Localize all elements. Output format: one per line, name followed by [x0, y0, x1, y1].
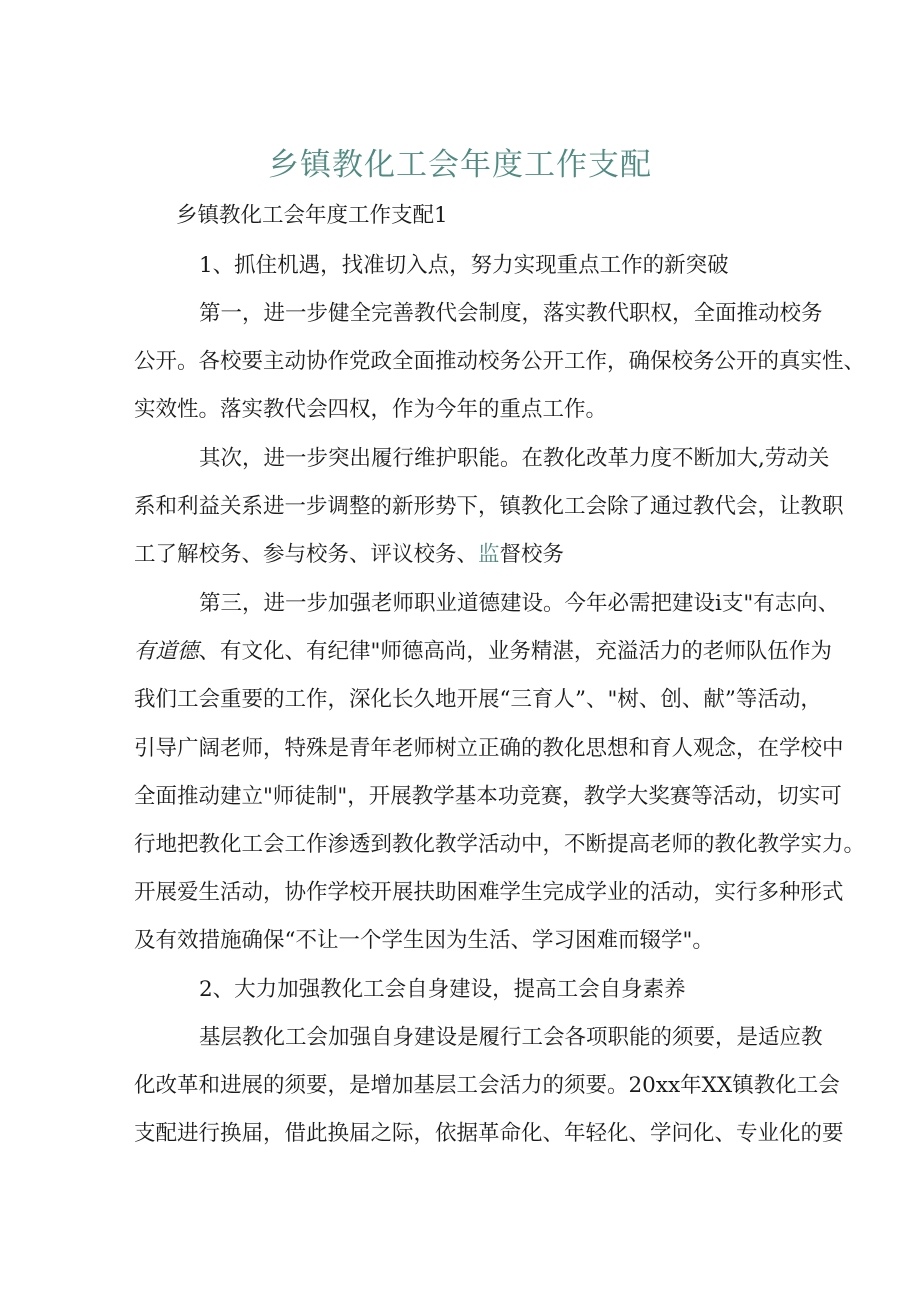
paragraph-4-line-2: 化改革和进展的须要，是增加基层工会活力的须要。20xx年XX镇教化工会	[134, 1073, 840, 1098]
paragraph-3-line-3: 我们工会重要的工作，深化长久地开展“三育人”、"树、创、献”等活动，	[134, 687, 822, 712]
section-1-heading: 1、抓住机遇，找准切入点，努力实现重点工作的新突破	[199, 253, 729, 278]
paragraph-2-line-2: 系和利益关系进一步调整的新形势下，镇教化工会除了通过教代会，让教职	[134, 494, 844, 519]
paragraph-3-line-8: 及有效措施确保“不让一个学生因为生活、学习困难而辍学"。	[134, 928, 714, 953]
paragraph-4-line-1: 基层教化工会加强自身建设是履行工会各项职能的须要，是适应教	[199, 1025, 823, 1050]
paragraph-2-line-3	[134, 540, 794, 570]
paragraph-2-line-3-text-a: 工了解校务、参与校务、评议校务、	[134, 542, 479, 567]
paragraph-1-line-3: 实效性。落实教代会四权，作为今年的重点工作。	[134, 397, 608, 422]
document-title: 乡镇教化工会年度工作支配	[268, 147, 652, 183]
paragraph-2-line-1: 其次，进一步突出履行维护职能。在教化改革力度不断加大,劳动关	[199, 446, 830, 471]
paragraph-1-line-1: 第一，进一步健全完善教代会制度，落实教代职权，全面推动校务	[199, 301, 823, 326]
paragraph-1-line-2: 公开。各校要主动协作党政全面推动校务公开工作，确保校务公开的真实性、	[134, 349, 866, 374]
document-subtitle: 乡镇教化工会年度工作支配1	[176, 203, 448, 228]
paragraph-3-line-5: 全面推动建立"师徒制"，开展教学基本功竞赛，教学大奖赛等活动，切实可	[134, 784, 842, 809]
paragraph-2-highlight-char: 监	[478, 542, 500, 567]
paragraph-3-line-7: 开展爱生活动，协作学校开展扶助困难学生完成学业的活动，实行多种形式	[134, 880, 844, 905]
paragraph-3-line-6: 行地把教化工会工作渗透到教化教学活动中，不断提高老师的教化教学实力。	[134, 832, 866, 857]
paragraph-3-line-1: 第三，进一步加强老师职业道德建设。今年必需把建设i支"有志向、	[199, 591, 840, 616]
paragraph-4-line-3: 支配进行换届，借此换届之际，依据革命化、年轻化、学问化、专业化的要	[134, 1121, 844, 1146]
paragraph-2-line-3-text-c: 督校务	[499, 542, 565, 567]
paragraph-3-line-4: 引导广阔老师，特殊是青年老师树立正确的教化思想和育人观念，在学校中	[134, 736, 844, 761]
paragraph-3-line-2-text: 、有文化、有纪律"师德高尚，业务精湛，充溢活力的老师队伍作为	[198, 639, 832, 664]
paragraph-3-line-2	[134, 637, 832, 667]
paragraph-3-italic-text: 有道德	[134, 639, 199, 664]
section-2-heading: 2、大力加强教化工会自身建设，提高工会自身素养	[199, 977, 686, 1002]
